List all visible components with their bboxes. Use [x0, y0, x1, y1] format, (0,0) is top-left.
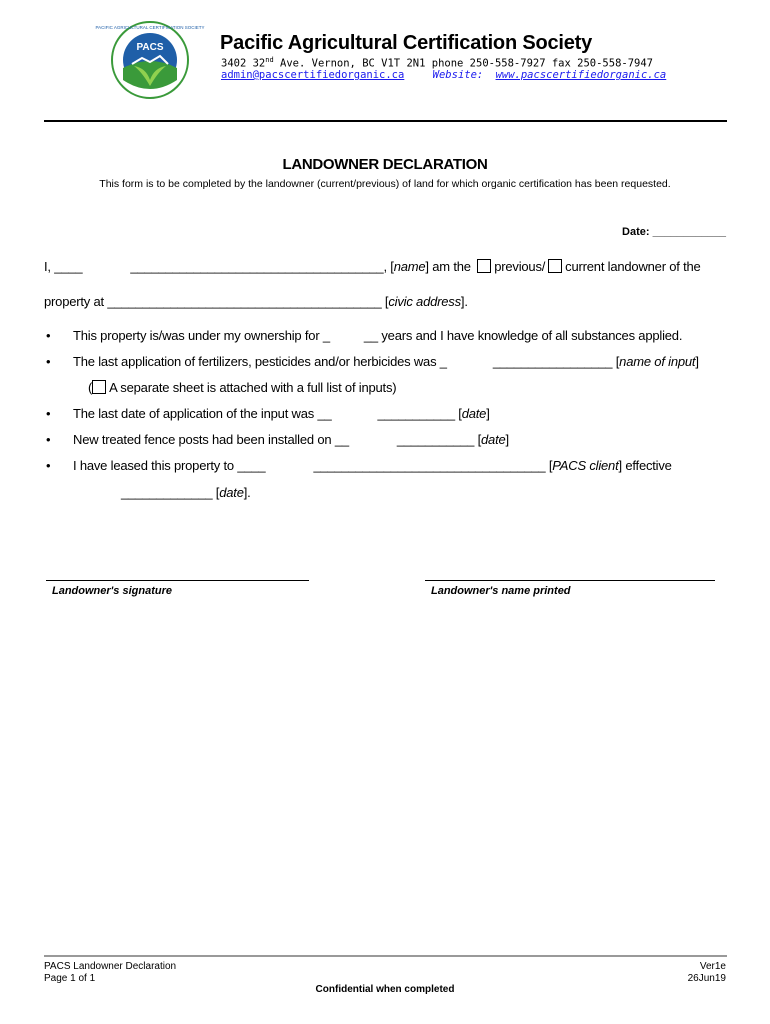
- header-divider: [44, 120, 727, 122]
- input-name-field[interactable]: _________________ [: [492, 354, 620, 369]
- date-field[interactable]: Date: ____________: [622, 226, 726, 238]
- last-date-line: The last date of application of the input was __ ___________ [date]: [73, 406, 490, 421]
- previous-checkbox[interactable]: [477, 259, 491, 273]
- footer-doc-name: PACS Landowner Declaration: [44, 961, 177, 972]
- footer-page: Page 1 of 1: [44, 973, 96, 984]
- form-subtitle: This form is to be completed by the landowner (current/previous) of land for which organic certification has been requested.: [99, 178, 671, 190]
- org-contact: [221, 69, 666, 81]
- lease-line: I have leased this property to ____ _________________________________ [PACS client] effective: [73, 458, 672, 473]
- bullet: •: [46, 432, 51, 447]
- bullet: •: [46, 328, 51, 343]
- bullet: •: [46, 354, 51, 369]
- signature-line[interactable]: [46, 580, 309, 581]
- printed-name-label: Landowner's name printed: [431, 585, 571, 597]
- current-checkbox[interactable]: [548, 259, 562, 273]
- footer-confidential: Confidential when completed: [315, 984, 455, 995]
- bullet: •: [46, 458, 51, 473]
- last-application-line: The last application of fertilizers, pesticides and/or herbicides was _ _________________ [name of input]: [73, 354, 699, 369]
- application-date-field[interactable]: ___________ [: [377, 406, 462, 421]
- email-link[interactable]: admin@pacscertifiedorganic.ca: [221, 69, 405, 81]
- lease-date-field[interactable]: _____________ [: [121, 485, 220, 500]
- form-title: LANDOWNER DECLARATION: [282, 156, 488, 173]
- fence-date-field[interactable]: ___________ [: [396, 432, 482, 447]
- separate-sheet-line: ( A separate sheet is attached with a full list of inputs): [88, 380, 397, 395]
- footer-date: 26Jun19: [687, 973, 726, 984]
- years-field[interactable]: __ years and I have knowledge of all substances applied.: [363, 328, 683, 343]
- website-link[interactable]: www.pacscertifiedorganic.ca: [495, 69, 667, 81]
- pacs-client-field[interactable]: _________________________________ [: [313, 458, 553, 473]
- org-name: Pacific Agricultural Certification Society: [220, 32, 593, 54]
- logo-text: PACS: [136, 42, 164, 53]
- civic-address-field[interactable]: property at _______________________________________ [: [44, 294, 389, 309]
- property-line: property at _______________________________________ [civic address].: [44, 294, 468, 309]
- website-label: Website:: [432, 69, 484, 81]
- logo-ring-text: PACIFIC AGRICULTURAL CERTIFICATION SOCIETY: [95, 25, 205, 30]
- org-address: 3402 32nd Ave. Vernon, BC V1T 2N1 phone 250-558-7927 fax 250-558-7947: [221, 56, 653, 70]
- footer-divider: [44, 955, 727, 957]
- pacs-logo: [95, 20, 205, 100]
- signature-label: Landowner's signature: [52, 585, 172, 597]
- ownership-years-line: This property is/was under my ownership for _ __ years and I have knowledge of all substances applied.: [73, 328, 683, 343]
- footer-version: Ver1e: [699, 961, 726, 972]
- separate-sheet-checkbox[interactable]: [92, 380, 106, 394]
- declarant-line: I, ____ ____________________________________, [name] am the previous/ current landowner of the: [44, 259, 701, 274]
- lease-date-line: _____________ [date].: [121, 485, 251, 500]
- fence-posts-line: New treated fence posts had been installed on __ ___________ [date]: [73, 432, 509, 447]
- printed-name-line[interactable]: [425, 580, 715, 581]
- name-field[interactable]: ____________________________________, [: [130, 259, 394, 274]
- name-field-start[interactable]: I, ____: [44, 259, 83, 274]
- bullet: •: [46, 406, 51, 421]
